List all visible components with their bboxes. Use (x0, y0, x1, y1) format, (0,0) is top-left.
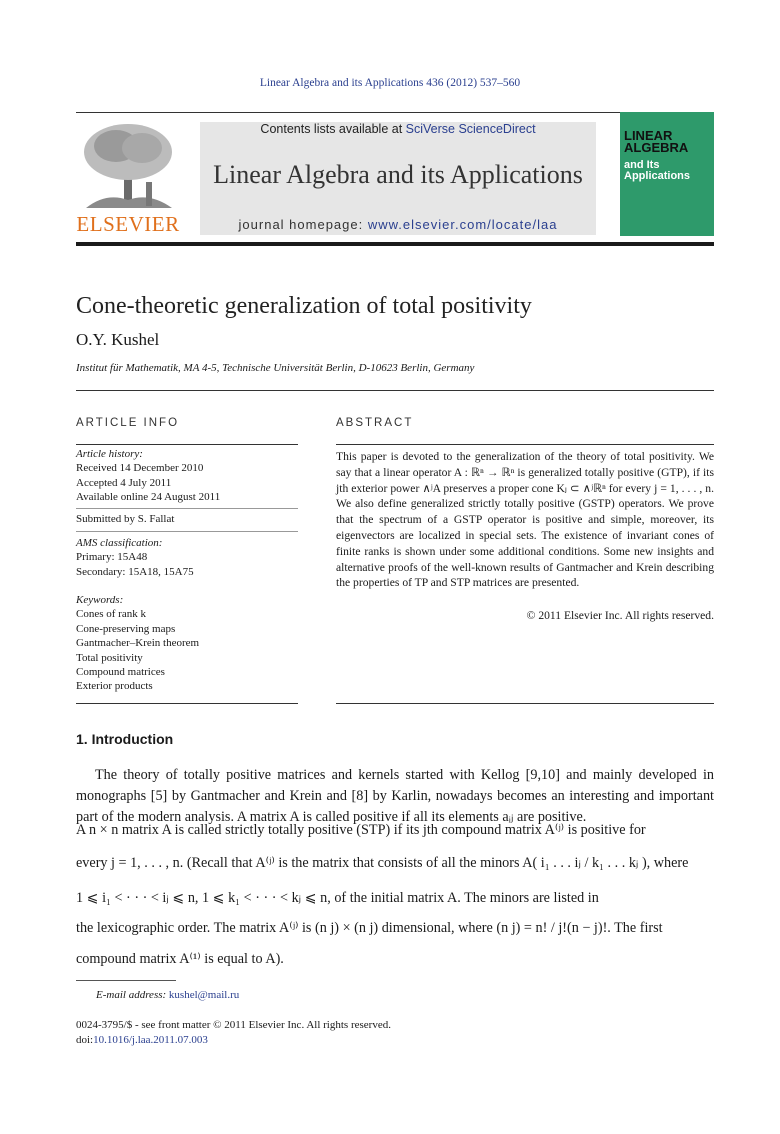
doi-line (76, 1033, 391, 1048)
keyword-item: Compound matrices (76, 666, 165, 679)
history-received: Received 14 December 2010 (76, 462, 204, 475)
keyword-item: Total positivity (76, 651, 143, 664)
keyword-item: Gantmacher–Krein theorem (76, 637, 200, 650)
email-label: E-mail address: (96, 989, 169, 1001)
issn-line: 0024-3795/$ - see front matter © 2011 Elsevier Inc. All rights reserved. (76, 1019, 391, 1031)
abstract-text: This paper is devoted to the generalization of the theory of total positivity. We say that a linear operator A : ℝⁿ → ℝⁿ is generalized totally positive (GTP), if its jth exterior power ∧ʲA preserves a proper cone Kⱼ ⊂ ∧ʲℝⁿ for every j = 1, . . . , n. We also define generalized strictly totally positive (GSTP) operators. We prove that the spectrum of a GSTP operator is positive and simple, moreover, its eigenvectors are localized in special sets. The existence of invariant cones of finite ranks is shown under some additional conditions. Some new insights and alternative proofs of the well-known results of Gantmacher and Krein describing the properties of TP and STP matrices are presented. (336, 450, 714, 590)
doi-link[interactable]: 10.1016/j.laa.2011.07.003 (93, 1034, 208, 1046)
homepage-link[interactable]: www.elsevier.com/locate/laa (367, 217, 558, 232)
intro-line-first-compound: compound matrix A⁽¹⁾ is equal to A). (76, 951, 284, 967)
author-email-link[interactable]: kushel@mail.ru (168, 989, 240, 1001)
abstract-heading: ABSTRACT (336, 417, 414, 429)
keyword-item: Exterior products (76, 680, 153, 693)
header-rule (76, 112, 714, 113)
journal-title: Linear Algebra and its Applications (213, 160, 583, 189)
ams-classification (76, 536, 298, 579)
submitted-rule (76, 531, 298, 532)
intro-paragraph: The theory of totally positive matrices and kernels started with Kellog [9,10] and mainly developed in monographs [5] by Gantmacher and Krein and [8] by Karlin, nowadays becomes an interesting and important part of the modern analysis. A matrix A is called positive if all its elements aᵢⱼ are positive. (76, 767, 714, 825)
title-rule (76, 390, 714, 391)
abstract-rule (336, 444, 714, 445)
paper-title: Cone-theoretic generalization of total positivity (76, 293, 532, 319)
footnote-rule (76, 980, 176, 981)
history-rule (76, 508, 298, 509)
abstract-copyright: © 2011 Elsevier Inc. All rights reserved. (526, 609, 714, 622)
article-info-bottom-rule (76, 703, 298, 704)
keyword-item: Cone-preserving maps (76, 622, 176, 635)
cover-subtitle: and Its Applications (624, 159, 691, 182)
ams-primary: Primary: 15A48 (76, 551, 148, 564)
author-affiliation: Institut für Mathematik, MA 4-5, Technische Universität Berlin, D-10623 Berlin, Germany (76, 362, 475, 374)
intro-line-dimension: the lexicographic order. The matrix A⁽ʲ⁾ is (n j) × (n j) dimensional, where (n j) = n! / j!(n − j)!. The first (76, 920, 663, 936)
email-footnote (96, 989, 239, 1001)
history-accepted: Accepted 4 July 2011 (76, 476, 172, 489)
section-heading-introduction: 1. Introduction (76, 731, 174, 747)
intro-line-stp: A n × n matrix A is called strictly totally positive (STP) if its jth compound matrix A⁽ʲ⁾ is positive for (76, 822, 646, 838)
cover-title: LINEAR ALGEBRA (624, 128, 689, 155)
submitted-by: Submitted by S. Fallat (76, 513, 175, 525)
keywords-label: Keywords: (76, 594, 124, 606)
contents-line (200, 122, 596, 136)
journal-homepage (200, 217, 596, 232)
article-info-heading: ARTICLE INFO (76, 417, 180, 429)
doi-label: doi: (76, 1034, 94, 1046)
history-online: Available online 24 August 2011 (76, 491, 221, 504)
homepage-prefix: journal homepage: (238, 217, 368, 232)
issn-doi-block (76, 1018, 391, 1048)
sciencedirect-link[interactable]: SciVerse ScienceDirect (405, 122, 536, 136)
history-label: Article history: (76, 448, 143, 460)
elsevier-tree-logo (76, 122, 180, 210)
keyword-item: Cones of rank k (76, 608, 146, 621)
contents-prefix: Contents lists available at (260, 122, 406, 136)
article-history (76, 447, 298, 505)
article-info-rule (76, 444, 298, 445)
abstract-bottom-rule (336, 703, 714, 704)
intro-line-indices: 1 ⩽ i₁ < · · · < iⱼ ⩽ n, 1 ⩽ k₁ < · · · < kⱼ ⩽ n, of the initial matrix A. The minors are listed in (76, 890, 599, 906)
ams-label: AMS classification: (76, 537, 163, 549)
header-thick-rule (76, 242, 714, 246)
author-name: O.Y. Kushel (76, 330, 160, 349)
keywords (76, 593, 298, 694)
journal-citation[interactable]: Linear Algebra and its Applications 436 (2012) 537–560 (259, 77, 521, 89)
ams-secondary: Secondary: 15A18, 15A75 (76, 565, 194, 578)
intro-line-minors: every j = 1, . . . , n. (Recall that A⁽ʲ⁾ is the matrix that consists of all the minors A( i₁ . . . iⱼ / k₁ . . . kⱼ ), where (76, 855, 689, 871)
publisher-name: ELSEVIER (76, 212, 180, 236)
